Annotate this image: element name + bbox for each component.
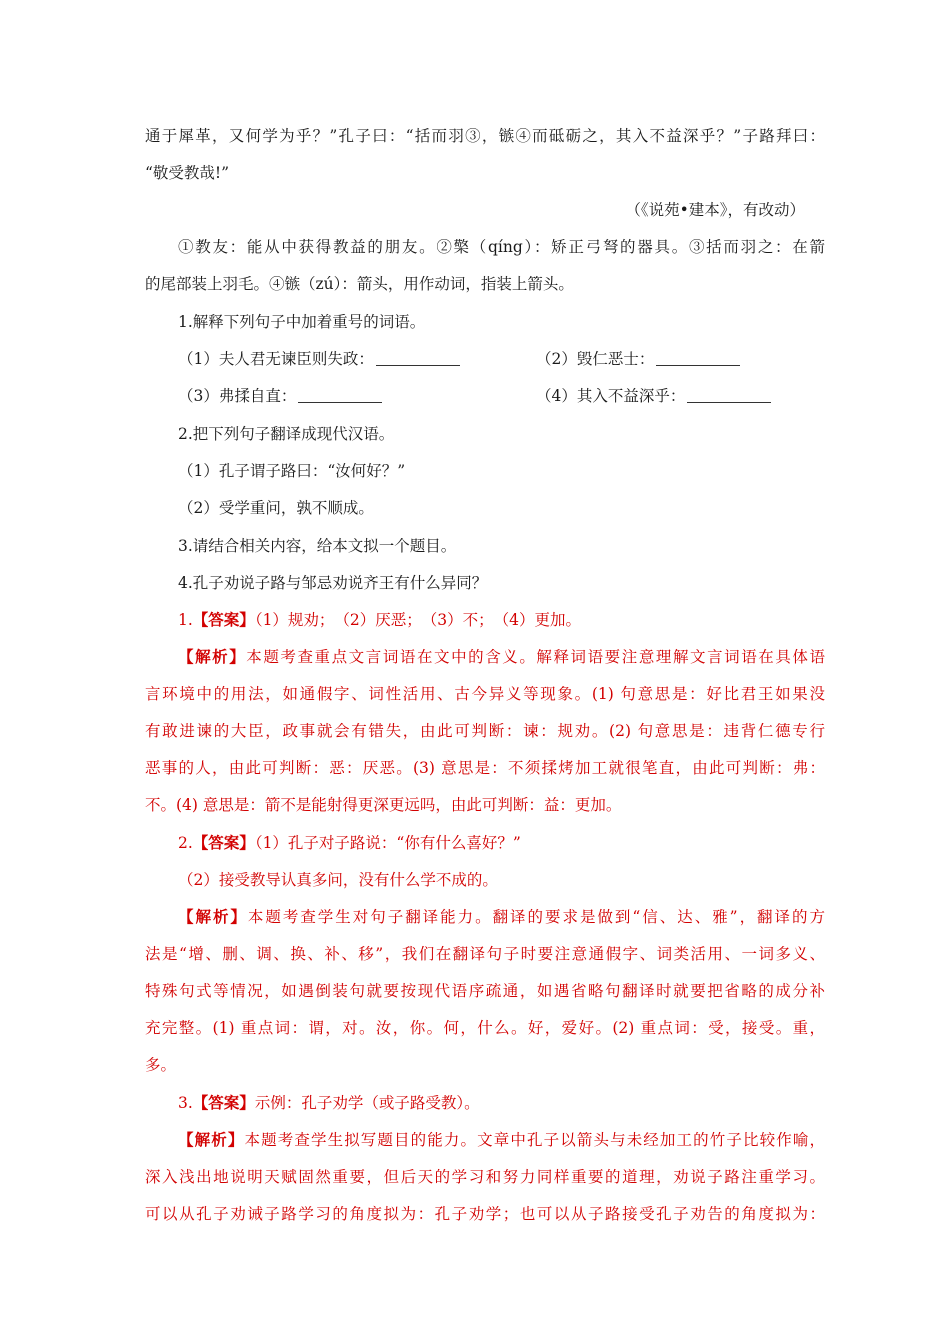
- analysis-1-line: 恶事的人，由此可判断：恶：厌恶。(3) 意思是：不须揉烤加工就很笔直，由此可判断：弗：: [145, 759, 825, 777]
- question-1-row: [178, 349, 825, 369]
- question-4: 4.孔子劝说子路与邹忌劝说齐王有什么异同？: [178, 574, 488, 592]
- question-1-item: （2）毁仁恶士：: [536, 350, 655, 368]
- analysis-2-line: 多。: [145, 1056, 177, 1074]
- analysis-2-line: 特殊句式等情况，如遇倒装句就要按现代语序疏通，如遇省略句翻译时就要把省略的成分补: [145, 982, 825, 1000]
- question-1-item: （4）其入不益深乎：: [536, 387, 686, 405]
- answer-blank[interactable]: [376, 351, 460, 366]
- analysis-1-line: 不。(4) 意思是：箭不是能射得更深更远吗，由此可判断：益：更加。: [145, 796, 622, 814]
- answer-label: 【答案】: [192, 1093, 255, 1112]
- passage-source: （《说苑•建本》，有改动）: [625, 201, 805, 219]
- analysis-label: 【解析】: [178, 1130, 245, 1149]
- answer-number: 2.: [178, 834, 193, 852]
- analysis-1-line: 有敢进谏的大臣，政事就会有错失，由此可判断：谏：规劝。(2) 句意思是：违背仁德专行: [145, 722, 825, 740]
- answer-text: （1）孔子对子路说：“你有什么喜好？”: [254, 834, 521, 852]
- analysis-3-line: 可以从孔子劝诫子路学习的角度拟为：孔子劝学；也可以从子路接受孔子劝告的角度拟为：: [145, 1205, 825, 1223]
- analysis-2-line: 【解析】本题考查学生对句子翻译能力。翻译的要求是做到“信、达、雅”，翻译的方: [178, 907, 825, 926]
- analysis-2-line: 充完整。(1) 重点词：谓，对。汝，你。何，什么。好，爱好。(2) 重点词：受，接受。重，: [145, 1019, 825, 1037]
- question-2: 2.把下列句子翻译成现代汉语。: [178, 425, 395, 443]
- answer-blank[interactable]: [298, 388, 382, 403]
- question-1-item: （3）弗揉自直：: [178, 387, 297, 405]
- answer-2-line: （2）接受教导认真多问，没有什么学不成的。: [178, 871, 498, 889]
- analysis-label: 【解析】: [178, 647, 247, 666]
- analysis-3-line: 【解析】本题考查学生拟写题目的能力。文章中孔子以箭头与未经加工的竹子比较作喻，: [178, 1130, 825, 1149]
- analysis-2-line: 法是“增、删、调、换、补、移”，我们在翻译句子时要注意通假字、词类活用、一词多义、: [145, 945, 825, 963]
- passage-line: “敬受教哉!”: [145, 164, 230, 182]
- answer-1: [178, 610, 825, 630]
- question-1-item: （1）夫人君无谏臣则失政：: [178, 350, 374, 368]
- question-3: 3.请结合相关内容，给本文拟一个题目。: [178, 537, 457, 555]
- analysis-1-line: 【解析】本题考查重点文言词语在文中的含义。解释词语要注意理解文言词语在具体语: [178, 647, 825, 666]
- notes-line: ①教友：能从中获得教益的朋友。②檠（qíng）：矫正弓弩的器具。③括而羽之：在箭: [178, 238, 825, 256]
- answer-text: 示例：孔子劝学（或子路受教）。: [254, 1094, 480, 1112]
- analysis-1-line: 言环境中的用法，如通假字、词性活用、古今异义等现象。(1) 句意思是：好比君王如果没: [145, 685, 825, 703]
- answer-number: 1.: [178, 611, 193, 629]
- analysis-label: 【解析】: [178, 907, 248, 926]
- analysis-3-line: 深入浅出地说明天赋固然重要，但后天的学习和努力同样重要的道理，劝说子路注重学习。: [145, 1168, 825, 1186]
- passage-line: 通于犀革，又何学为乎？”孔子曰：“括而羽③，镞④而砥砺之，其入不益深乎？”子路拜曰：: [145, 127, 825, 145]
- answer-text: （1）规劝； （2）厌恶； （3）不； （4）更加。: [254, 611, 582, 629]
- question-1-row: [178, 386, 825, 406]
- answer-3: [178, 1093, 825, 1113]
- notes-line: 的尾部装上羽毛。④镞（zú）：箭头，用作动词，指装上箭头。: [145, 275, 574, 293]
- question-1: 1.解释下列句子中加着重号的词语。: [178, 313, 426, 331]
- answer-blank[interactable]: [656, 351, 740, 366]
- answer-2: [178, 833, 825, 853]
- answer-label: 【答案】: [192, 833, 255, 852]
- question-2-item: （2）受学重问，孰不顺成。: [178, 499, 374, 517]
- answer-number: 3.: [178, 1094, 193, 1112]
- question-2-item: （1）孔子谓子路曰：“汝何好？”: [178, 462, 406, 480]
- answer-blank[interactable]: [687, 388, 771, 403]
- answer-label: 【答案】: [192, 610, 255, 629]
